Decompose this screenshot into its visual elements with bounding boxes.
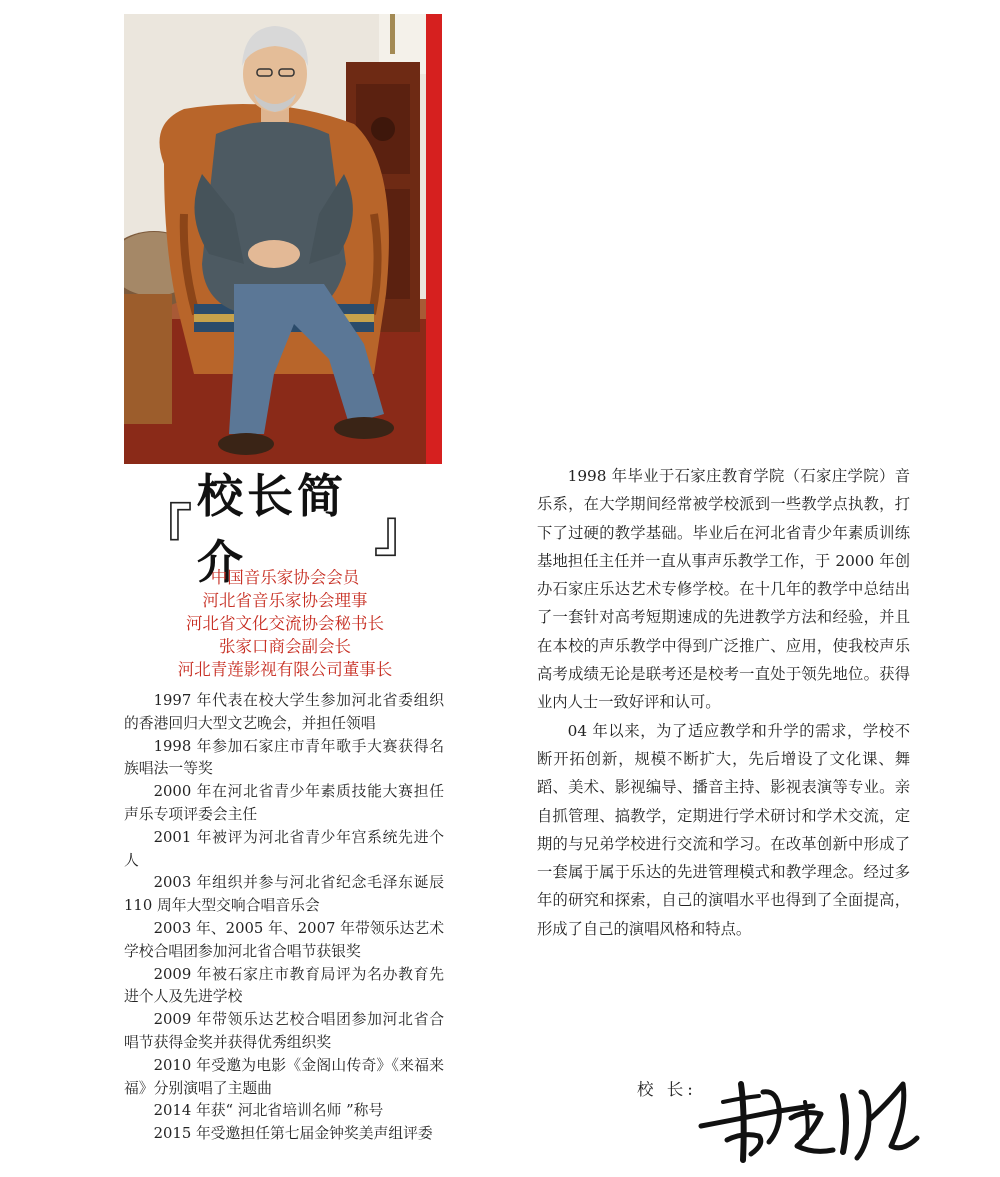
achievement-item: 2009 年带领乐达艺校合唱团参加河北省合唱节获得金奖并获得优秀组织奖: [124, 1011, 444, 1051]
bio-paragraph: 1998 年毕业于石家庄教育学院（石家庄学院）音乐系，在大学期间经常被学校派到一些教学点执教，打下了过硬的教学基础。毕业后在河北省青少年素质训练基地担任主任并一直从事声乐教学工作，于 2000 年创办石家庄乐达艺术专修学校。在十几年的教学中总结出了一套针对高考短期速成的先进教学方法和经验，并且在本校的声乐教学中得到广泛推广、应用，使我校声乐高考成绩无论是联考还是校考一直处于领先地位。获得业内人士一致好评和认可。: [537, 467, 910, 712]
achievements-list: [124, 690, 444, 1146]
achievement-item: 2003 年、2005 年、2007 年带领乐达艺术学校合唱团参加河北省合唱节获银奖: [124, 919, 444, 960]
achievement-item: 2014 年获“ 河北省培训名师 ”称号: [153, 1102, 384, 1120]
achievement-item: 1998 年参加石家庄市青年歌手大赛获得名族唱法一等奖: [124, 737, 444, 778]
achievement-item: 2003 年组织并参与河北省纪念毛泽东诞辰 110 周年大型交响合唱音乐会: [124, 874, 444, 915]
honorary-title: 河北青莲影视有限公司董事长: [177, 660, 393, 679]
honorary-title: 中国音乐家协会会员: [210, 568, 360, 587]
signature-icon: [693, 1062, 923, 1172]
title-text: 校长简介: [197, 469, 348, 589]
portrait-illustration: [124, 14, 426, 464]
signature-label: 校 长:: [637, 1080, 697, 1099]
honorary-title: 张家口商会副会长: [219, 637, 351, 656]
principal-portrait-photo: [124, 14, 426, 464]
achievement-item: 2010 年受邀为电影《金阁山传奇》《来福来福》分别演唱了主题曲: [124, 1056, 444, 1097]
achievement-item: 2009 年被石家庄市教育局评为名办教育先进个人及先进学校: [124, 965, 444, 1006]
honorary-title: 河北省音乐家协会理事: [202, 591, 368, 610]
biography-text: [537, 462, 910, 943]
bio-paragraph: 04 年以来，为了适应教学和升学的需求，学校不断开拓创新，规模不断扩大，先后增设了文化课、舞蹈、美术、影视编导、播音主持、影视表演等专业。亲自抓管理、搞教学，定期进行学术研讨和学术交流，定期的与兄弟学校进行交流和学习。在改革创新中形成了一套属于属于乐达的先进管理模式和教学理念。经过多年的研究和探索，自己的演唱水平也得到了全面提高，形成了自己的演唱风格和特点。: [537, 721, 910, 938]
title-close-bracket: 』: [372, 497, 435, 565]
achievement-item: 1997 年代表在校大学生参加河北省委组织的香港回归大型文艺晚会，并担任领唱: [124, 692, 444, 732]
handwritten-signature: [693, 1062, 923, 1172]
achievement-item: 2015 年受邀担任第七届金钟奖美声组评委: [153, 1125, 433, 1143]
achievement-item: 2000 年在河北省青少年素质技能大赛担任声乐专项评委会主任: [124, 783, 444, 823]
honorary-title: 河北省文化交流协会秘书长: [186, 614, 384, 633]
honorary-titles-list: [130, 566, 440, 681]
achievement-item: 2001 年被评为河北省青少年宫系统先进个人: [124, 828, 444, 869]
photo-frame: [124, 14, 442, 464]
title-open-bracket: 『: [135, 497, 198, 565]
